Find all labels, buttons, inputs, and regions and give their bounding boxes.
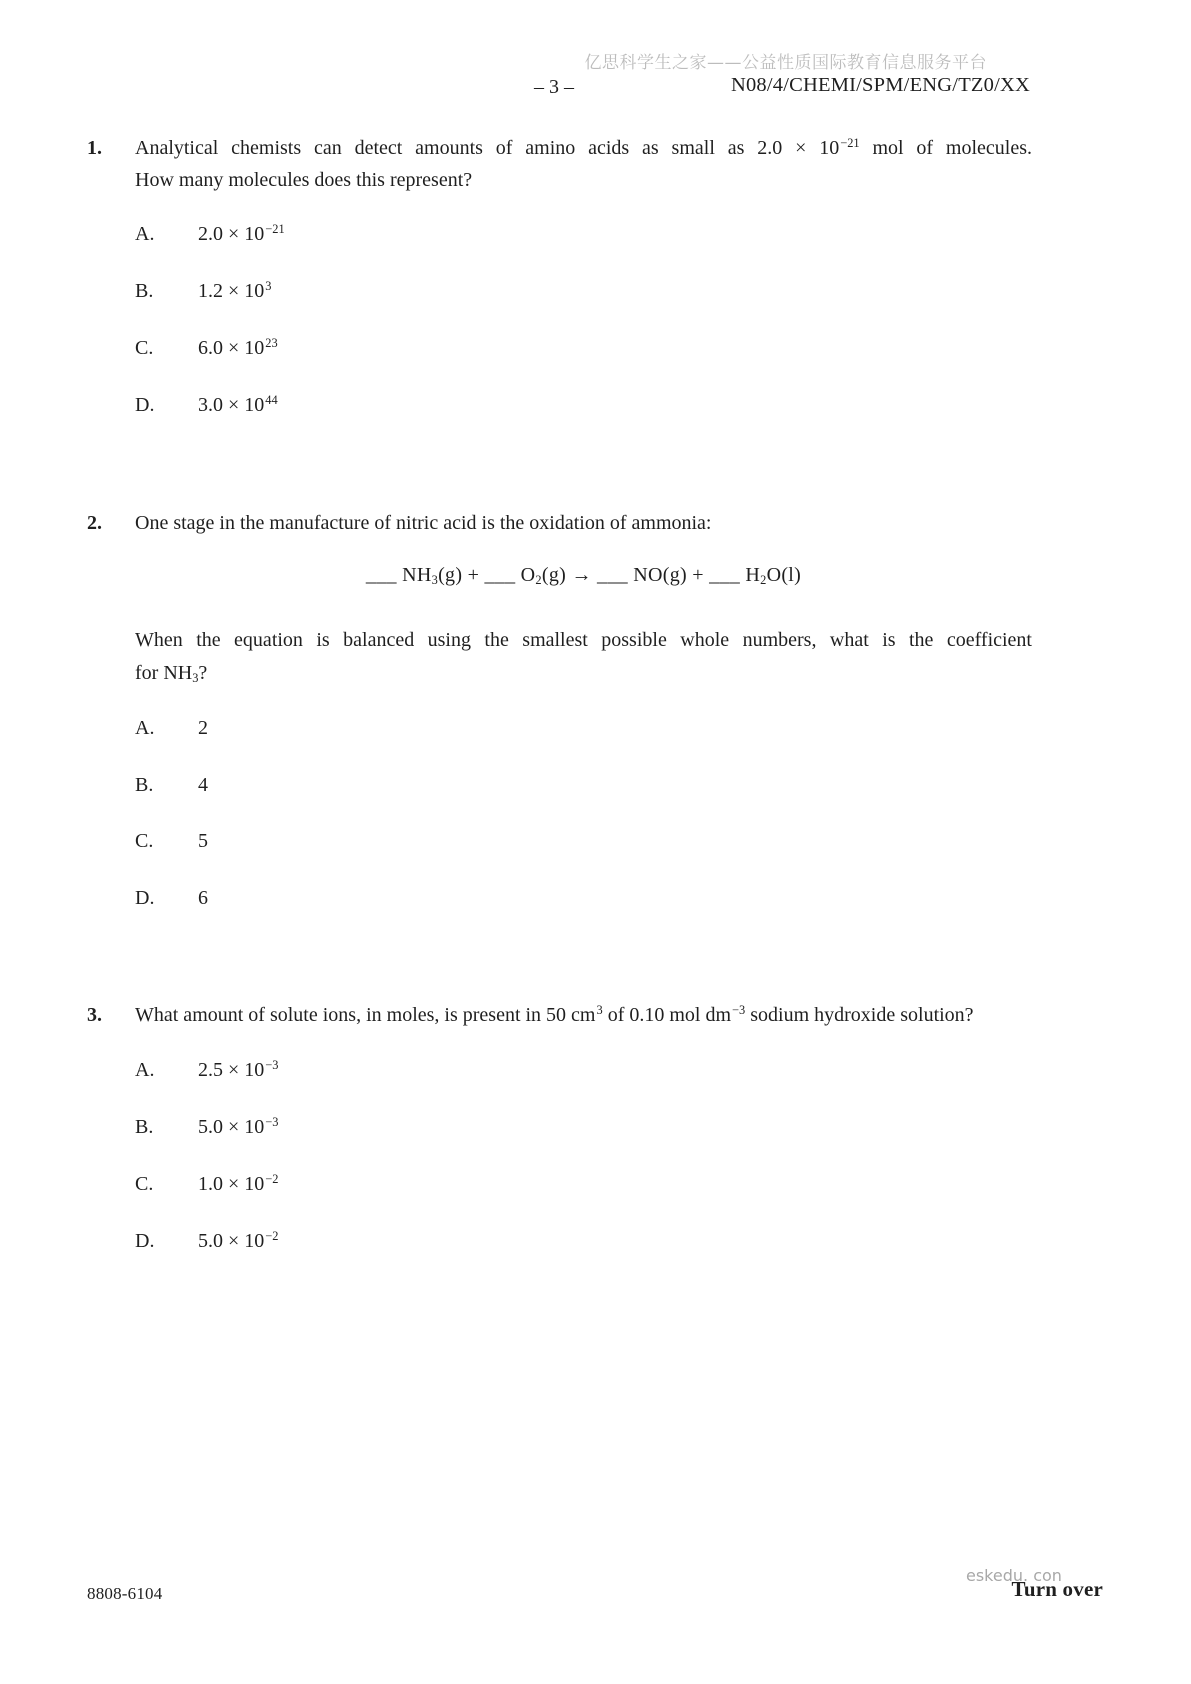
option-row-q2-c [135,829,208,853]
option-row-q1-c [135,336,278,362]
question-3-number: 3. [87,1004,102,1026]
turn-over-label: Turn over [1011,1577,1103,1601]
option-letter: A. [135,1059,155,1081]
footer-watermark: eskedu. con [966,1566,1062,1585]
option-value: $5.0 \times 10^{-3}$ [198,1115,279,1138]
option-letter: A. [135,223,155,245]
option-row-q3-b [135,1115,278,1141]
option-value: $6.0 \times 10^{23}$ [198,336,278,359]
question-2-number: 2. [87,512,102,534]
option-letter: D. [135,1230,155,1252]
chemical-equation: ___ $NH_3(g)$ + ___ $O_2(g)$ → ___ NO(g) + ___ $H_2O(l)$ [365,564,802,588]
option-letter: D. [135,394,155,416]
option-row-q1-d [135,393,278,419]
option-value: $1.2 \times 10^3$ [198,279,272,302]
paper-code: N08/4/CHEMI/SPM/ENG/TZ0/XX [730,74,1030,96]
question-1-number: 1. [87,137,102,159]
option-row-q1-b [135,279,271,305]
page-number: – 3 – [534,76,574,98]
option-letter: C. [135,830,154,852]
option-row-q3-a [135,1058,278,1084]
option-letter: C. [135,1173,154,1195]
question-1-text-line1: Analytical chemists can detect amounts of amino acids as small as $2.0 \times 10^{-21}$ mol of molecules. [135,136,1032,159]
option-letter: B. [135,774,154,796]
option-row-q1-a [135,222,285,248]
option-row-q3-c [135,1172,278,1198]
question-2-prompt-line2: for $NH_3$? [135,662,208,686]
question-3-text: What amount of solute ions, in moles, is present in 50 $cm^3$ of 0.10 mol $dm^{-3}$ sodium hydroxide solution? [135,1003,974,1026]
question-2-intro: One stage in the manufacture of nitric acid is the oxidation of ammonia: [135,512,712,534]
option-row-q3-d [135,1229,278,1255]
question-2-prompt-line1: When the equation is balanced using the smallest possible whole numbers, what is the coefficient [135,629,1032,651]
option-row-q2-a [135,716,208,740]
option-value: 6 [198,887,208,909]
option-letter: B. [135,280,154,302]
header-watermark: 亿思科学生之家——公益性质国际教育信息服务平台 [584,53,987,73]
option-value: 2 [198,717,208,739]
footer-paper-code: 8808-6104 [87,1584,163,1603]
option-letter: B. [135,1116,154,1138]
option-row-q2-b [135,773,208,797]
option-value: $5.0 \times 10^{-2}$ [198,1229,279,1252]
option-value: $2.5 \times 10^{-3}$ [198,1058,279,1081]
option-value: 4 [198,774,208,796]
option-letter: A. [135,717,155,739]
option-value: 5 [198,830,208,852]
option-letter: D. [135,887,155,909]
question-1-text-line2: How many molecules does this represent? [135,169,473,191]
option-letter: C. [135,337,154,359]
option-value: $3.0 \times 10^{44}$ [198,393,278,416]
option-row-q2-d [135,886,208,910]
option-value: $1.0 \times 10^{-2}$ [198,1172,279,1195]
option-value: $2.0 \times 10^{-21}$ [198,222,285,245]
